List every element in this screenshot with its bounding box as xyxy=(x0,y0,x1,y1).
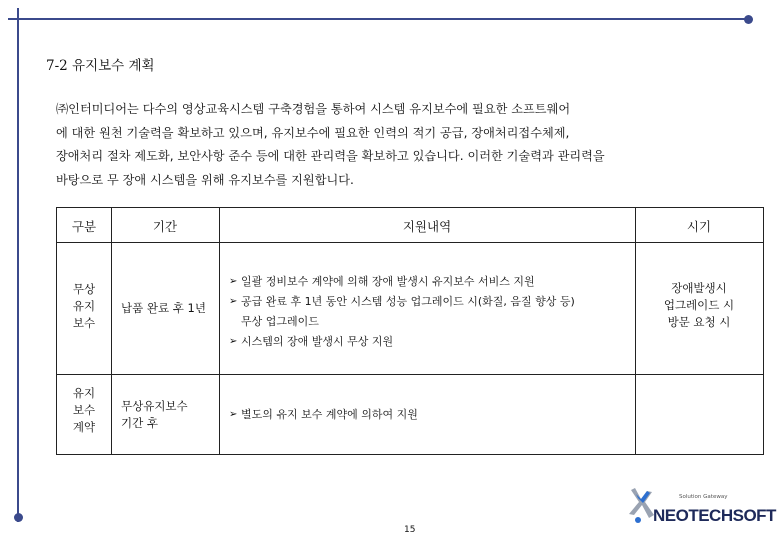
arrow-bullet-icon: ➢ xyxy=(229,336,238,347)
row2-category: 유지 보수 계약 xyxy=(72,386,96,434)
frame-left-line xyxy=(17,8,19,522)
row1-period: 납품 완료 후 1년 xyxy=(121,301,206,315)
page-number: 15 xyxy=(404,525,416,535)
table-col-divider xyxy=(219,208,220,454)
maintenance-table xyxy=(56,207,764,455)
list-item: 무상 업그레이드 xyxy=(241,315,319,328)
table-row-divider xyxy=(57,374,763,375)
header-timing: 시기 xyxy=(686,219,712,234)
header-details: 지원내역 xyxy=(402,219,452,234)
row1-category: 무상 유지 보수 xyxy=(72,282,96,330)
header-category: 구분 xyxy=(71,219,97,234)
intro-line: 장애처리 절차 제도화, 보안사항 준수 등에 대한 관리력을 확보하고 있습니다. 이러한 기술력과 관리력을 xyxy=(56,149,605,163)
row1-timing: 장애발생시 업그레이드 시 방문 요청 시 xyxy=(663,281,735,329)
arrow-bullet-icon: ➢ xyxy=(229,409,238,420)
frame-corner-dot xyxy=(744,15,753,24)
arrow-bullet-icon: ➢ xyxy=(229,276,238,287)
intro-line: 에 대한 원천 기술력을 확보하고 있으며, 유지보수에 필요한 인력의 적기 공급, 장애처리접수체제, xyxy=(56,125,570,140)
row1-details-list xyxy=(229,272,575,352)
list-item: ➢ 일괄 정비보수 계약에 의해 장애 발생시 유지보수 서비스 지원 xyxy=(229,272,575,292)
section-heading: 7-2 유지보수 계획 xyxy=(46,58,155,74)
intro-line: 바탕으로 무 장애 시스템을 위해 유지보수를 지원합니다. xyxy=(56,172,354,187)
list-item: ➢ 시스템의 장애 발생시 무상 지원 xyxy=(229,332,575,352)
arrow-bullet-icon: ➢ xyxy=(229,296,238,307)
intro-line: ㈜인터미디어는 다수의 영상교육시스템 구축경험을 통하여 시스템 유지보수에 필요한 소프트웨어 xyxy=(56,102,571,116)
table-col-divider xyxy=(111,208,112,454)
logo-tagline: Solution Gateway xyxy=(679,494,728,500)
header-period: 기간 xyxy=(152,219,178,234)
frame-bottom-dot xyxy=(14,513,23,522)
neotechsoft-logo-icon xyxy=(625,484,655,526)
table-col-divider xyxy=(635,208,636,454)
frame-top-line xyxy=(8,18,750,20)
list-item: ➢ 공급 완료 후 1년 동안 시스템 성능 업그레이드 시(화질, 음질 향상 등) xyxy=(229,292,575,312)
list-item: ➢ 별도의 유지 보수 계약에 의하여 지원 xyxy=(229,405,418,425)
row2-period: 무상유지보수 기간 후 xyxy=(121,399,188,430)
row2-details-list xyxy=(229,405,418,425)
intro-paragraph xyxy=(56,98,736,192)
logo-text: NEOTECHSOFT xyxy=(653,506,776,525)
company-logo xyxy=(625,484,775,534)
